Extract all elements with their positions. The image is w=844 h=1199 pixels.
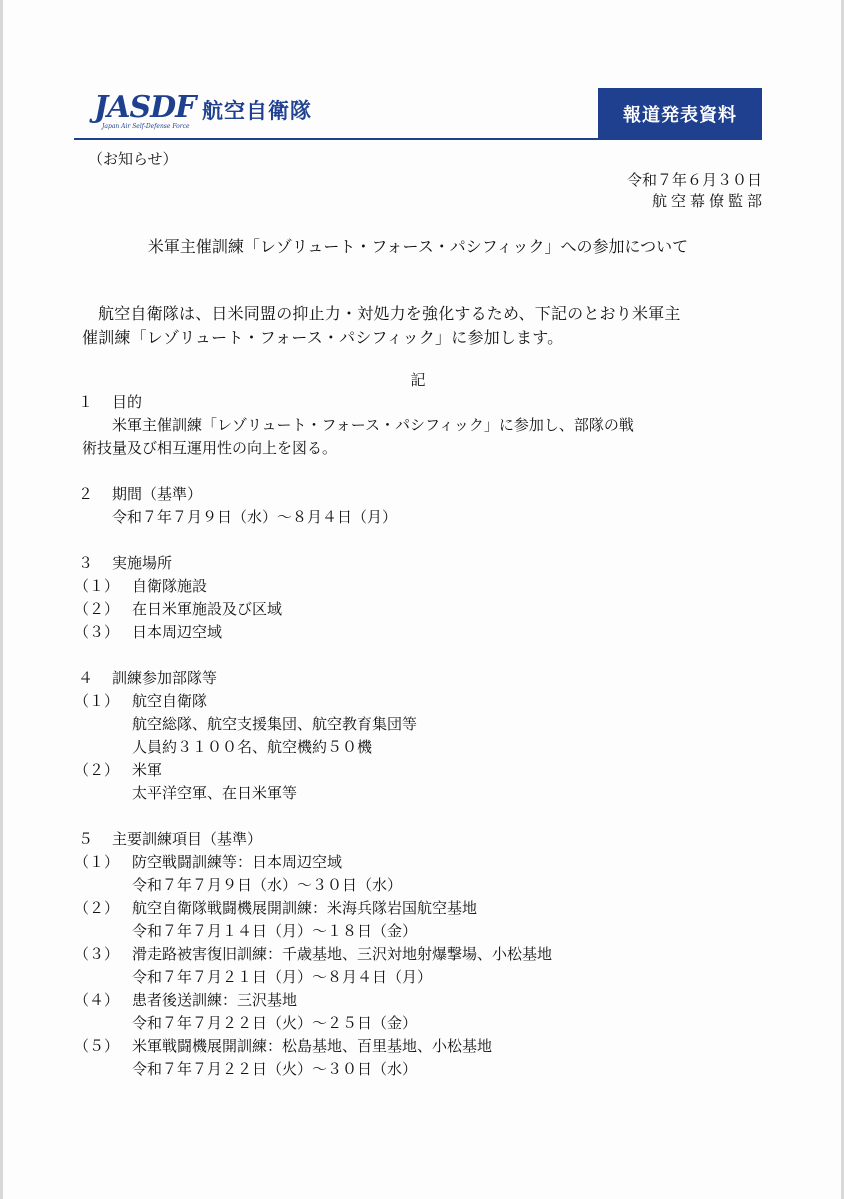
item-text: 滑走路被害復旧訓練：千歳基地、三沢対地射爆撃場、小松基地 <box>132 945 553 963</box>
logo-mark: JASDF <box>94 90 196 125</box>
item-number: （３） <box>74 945 120 963</box>
section-heading <box>74 828 764 851</box>
item-number: （２） <box>74 761 120 779</box>
list-item <box>74 989 764 1012</box>
logo-subtitle: Japan Air Self-Defense Force <box>102 123 190 130</box>
item-detail: 人員約３１００名、航空機約５０機 <box>132 738 373 756</box>
list-item <box>74 621 764 644</box>
header <box>74 88 762 140</box>
item-number: （４） <box>74 991 120 1009</box>
document-title: 米軍主催訓練「レゾリュート・フォース・パシフィック」への参加について <box>147 237 689 256</box>
date-block <box>626 170 766 212</box>
section-number: ３ <box>78 554 94 572</box>
section-text: 令和７年７月９日（水）～８月４日（月） <box>112 508 398 526</box>
section-number: ２ <box>78 485 94 503</box>
item-date: 令和７年７月９日（水）～３０日（水） <box>132 876 403 894</box>
item-number: （２） <box>74 600 120 618</box>
jasdf-logo <box>94 92 364 136</box>
section-title: 目的 <box>112 393 143 411</box>
press-release-badge: 報道発表資料 <box>598 88 762 140</box>
list-item <box>74 598 764 621</box>
logo-japanese-name: 航空自衛隊 <box>202 99 312 123</box>
section-text: 米軍主催訓練「レゾリュート・フォース・パシフィック」に参加し、部隊の戦 <box>112 416 634 434</box>
item-text: 在日米軍施設及び区域 <box>132 600 283 618</box>
item-number: （１） <box>74 577 120 595</box>
list-item <box>74 759 764 782</box>
section-title: 主要訓練項目（基準） <box>112 830 263 848</box>
section-title: 訓練参加部隊等 <box>112 669 218 687</box>
item-text: 米軍 <box>132 761 163 779</box>
list-item <box>74 851 764 874</box>
item-detail: 太平洋空軍、在日米軍等 <box>132 784 298 802</box>
list-item <box>74 1035 764 1058</box>
intro-line: 催訓練「レゾリュート・フォース・パシフィック」に参加します。 <box>82 328 564 347</box>
section-title: 実施場所 <box>112 554 173 572</box>
item-text: 日本周辺空域 <box>132 623 223 641</box>
item-date: 令和７年７月２２日（火）～２５日（金） <box>132 1014 418 1032</box>
section-number: １ <box>78 393 94 411</box>
ki-marker: 記 <box>410 371 426 389</box>
item-text: 航空自衛隊戦闘機展開訓練：米海兵隊岩国航空基地 <box>132 899 478 917</box>
item-number: （５） <box>74 1037 120 1055</box>
list-item <box>74 690 764 713</box>
section-heading <box>74 667 764 690</box>
item-number: （１） <box>74 853 120 871</box>
item-number: （１） <box>74 692 120 710</box>
item-detail: 航空総隊、航空支援集団、航空教育集団等 <box>132 715 418 733</box>
section-number: ４ <box>78 669 94 687</box>
sections <box>74 391 764 1081</box>
section-heading <box>74 552 764 575</box>
item-date: 令和７年７月２１日（月）～８月４日（月） <box>132 968 433 986</box>
list-item <box>74 943 764 966</box>
item-date: 令和７年７月２２日（火）～３０日（水） <box>132 1060 418 1078</box>
section-heading <box>74 391 764 414</box>
item-text: 防空戦闘訓練等：日本周辺空域 <box>132 853 343 871</box>
intro-line: 航空自衛隊は、日米同盟の抑止力・対処力を強化するため、下記のとおり米軍主 <box>98 304 681 323</box>
section-heading <box>74 483 764 506</box>
section-text: 術技量及び相互運用性の向上を図る。 <box>82 439 338 457</box>
item-date: 令和７年７月１４日（月）～１８日（金） <box>132 922 418 940</box>
item-text: 患者後送訓練：三沢基地 <box>132 991 298 1009</box>
notice-label: （お知らせ） <box>88 150 178 168</box>
issuer: 航空幕僚監部 <box>651 192 766 210</box>
section-number: ５ <box>78 830 94 848</box>
item-text: 航空自衛隊 <box>132 692 208 710</box>
item-text: 自衛隊施設 <box>132 577 208 595</box>
item-number: （３） <box>74 623 120 641</box>
list-item <box>74 897 764 920</box>
intro-paragraph <box>82 302 766 350</box>
item-number: （２） <box>74 899 120 917</box>
release-date: 令和７年６月３０日 <box>626 171 762 189</box>
list-item <box>74 575 764 598</box>
section-title: 期間（基準） <box>112 485 203 503</box>
item-text: 米軍戦闘機展開訓練：松島基地、百里基地、小松基地 <box>132 1037 493 1055</box>
